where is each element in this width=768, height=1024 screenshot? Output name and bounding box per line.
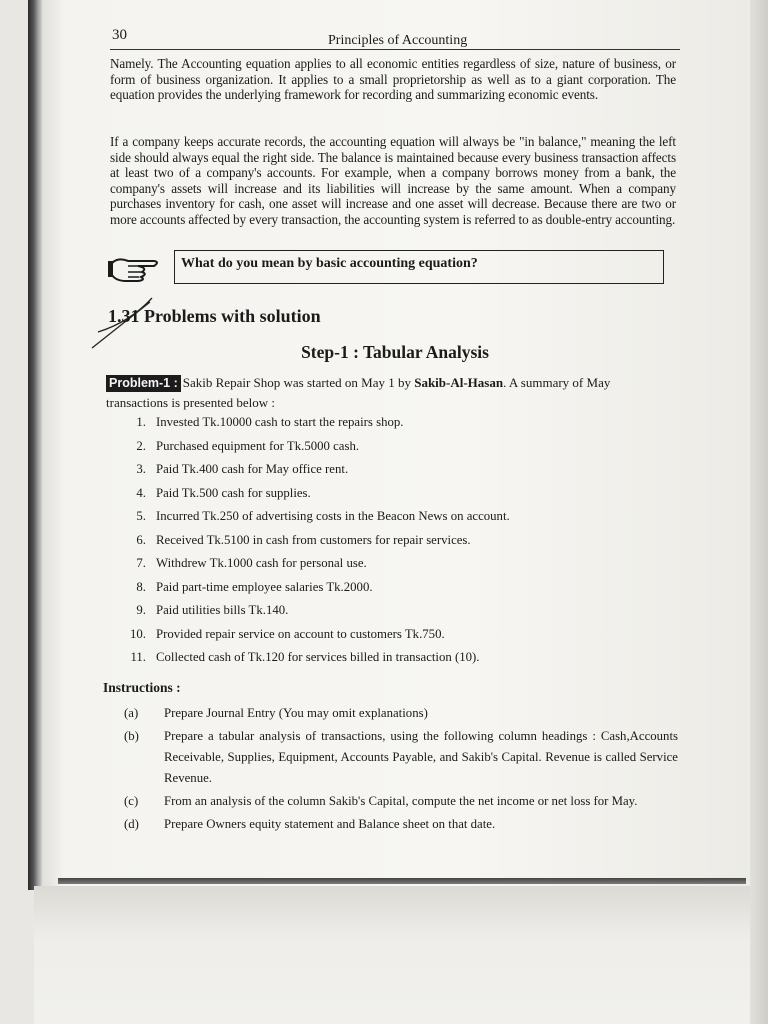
book-binding xyxy=(28,0,42,890)
list-item-text: Paid Tk.400 cash for May office rent. xyxy=(156,462,349,476)
list-item xyxy=(120,603,680,627)
list-item-text: Purchased equipment for Tk.5000 cash. xyxy=(156,438,360,453)
instruction-item xyxy=(118,726,678,789)
list-item xyxy=(120,580,680,604)
list-item xyxy=(120,627,680,651)
instruction-text: From an analysis of the column Sakib's Capital, compute the net income or net loss for May. xyxy=(164,794,638,808)
problem-intro-text: Sakib Repair Shop was started on May 1 by xyxy=(182,375,415,390)
instruction-item xyxy=(118,814,678,835)
list-item-number: 11. xyxy=(130,650,146,664)
instruction-letter: (d) xyxy=(124,817,139,831)
instruction-letter: (c) xyxy=(124,794,139,808)
section-heading xyxy=(108,306,321,327)
list-item xyxy=(120,556,680,580)
transaction-list xyxy=(120,415,680,674)
section-title: Problems with solution xyxy=(144,306,321,326)
list-item-number: 4. xyxy=(136,485,146,500)
instruction-item xyxy=(118,791,678,812)
instruction-letter: (a) xyxy=(124,706,139,720)
list-item xyxy=(120,533,680,557)
pointing-hand-icon xyxy=(108,253,170,287)
paragraph: If a company keeps accurate records, the accounting equation will always be "in balance," meaning the left side should always equal the right side. The balance is maintained because every business transaction affects at least two of a company's accounts. For example, when a company borrows money from a bank, the company's assets will increase and its liabilities will increase by the same amount. When a company purchases inventory for cash, one asset will increase and one asset will decrease. Because there are two or more accounts affected by every transaction, the accounting system is referred to as double-entry accounting. xyxy=(110,134,676,227)
list-item-number: 10. xyxy=(130,626,146,641)
instruction-letter: (b) xyxy=(124,729,139,743)
list-item-number: 5. xyxy=(136,509,146,523)
paragraph: Namely. The Accounting equation applies to all economic entities regardless of size, nature of business, or form of business organization. It applies to a small proprietorship as well as to a giant corporation. The equation provides the underlying framework for recording and summarizing economic events. xyxy=(110,56,676,103)
list-item xyxy=(120,650,680,674)
question-text: What do you mean by basic accounting equation? xyxy=(181,256,478,271)
list-item-text: Paid part-time employee salaries Tk.2000. xyxy=(156,579,373,594)
page-header xyxy=(110,27,680,50)
instructions-label: Instructions : xyxy=(103,680,181,695)
step-heading: Step-1 : Tabular Analysis xyxy=(301,342,489,362)
instructions-list xyxy=(118,703,678,837)
list-item-number: 2. xyxy=(136,438,146,453)
list-item-text: Paid Tk.500 cash for supplies. xyxy=(156,485,311,500)
list-item-text: Collected cash of Tk.120 for services billed in transaction (10). xyxy=(156,650,480,664)
next-page-edge xyxy=(34,886,750,1024)
list-item-number: 1. xyxy=(136,415,146,429)
section-number: 1.31 xyxy=(108,306,140,326)
owner-name: Sakib-Al-Hasan xyxy=(414,375,504,390)
list-item-number: 8. xyxy=(136,579,146,594)
list-item xyxy=(120,439,680,463)
list-item-text: Provided repair service on account to customers Tk.750. xyxy=(156,626,445,641)
list-item xyxy=(120,486,680,510)
instruction-text: Prepare a tabular analysis of transactions, using the following column headings : Cash,Accounts Receivable, Supplies, Equipment, Accounts Payable, and Sakib's Capital. Revenue is called Service Revenue. xyxy=(164,729,678,785)
list-item-number: 3. xyxy=(136,462,146,476)
list-item xyxy=(120,415,680,439)
list-item-number: 7. xyxy=(136,556,146,570)
page-edge xyxy=(750,0,768,1024)
page-bottom-edge xyxy=(58,878,746,884)
list-item-text: Paid utilities bills Tk.140. xyxy=(156,603,289,617)
running-head: Principles of Accounting xyxy=(328,33,468,48)
list-item-number: 6. xyxy=(136,532,146,547)
list-item-text: Withdrew Tk.1000 cash for personal use. xyxy=(156,556,367,570)
problem-intro xyxy=(106,373,666,413)
page-number: 30 xyxy=(112,27,127,43)
instruction-text: Prepare Journal Entry (You may omit explanations) xyxy=(164,706,428,720)
instruction-item xyxy=(118,703,678,724)
list-item xyxy=(120,462,680,486)
list-item-text: Incurred Tk.250 of advertising costs in the Beacon News on account. xyxy=(156,509,510,523)
instruction-text: Prepare Owners equity statement and Balance sheet on that date. xyxy=(164,817,496,831)
problem-tag: Problem-1 : xyxy=(106,375,181,392)
list-item-text: Received Tk.5100 in cash from customers for repair services. xyxy=(156,532,471,547)
problem-intro-text-end: . A summary of May transactions is presented below : xyxy=(106,375,611,410)
list-item xyxy=(120,509,680,533)
list-item-number: 9. xyxy=(136,603,146,617)
question-box xyxy=(174,250,664,284)
list-item-text: Invested Tk.10000 cash to start the repairs shop. xyxy=(156,415,404,429)
